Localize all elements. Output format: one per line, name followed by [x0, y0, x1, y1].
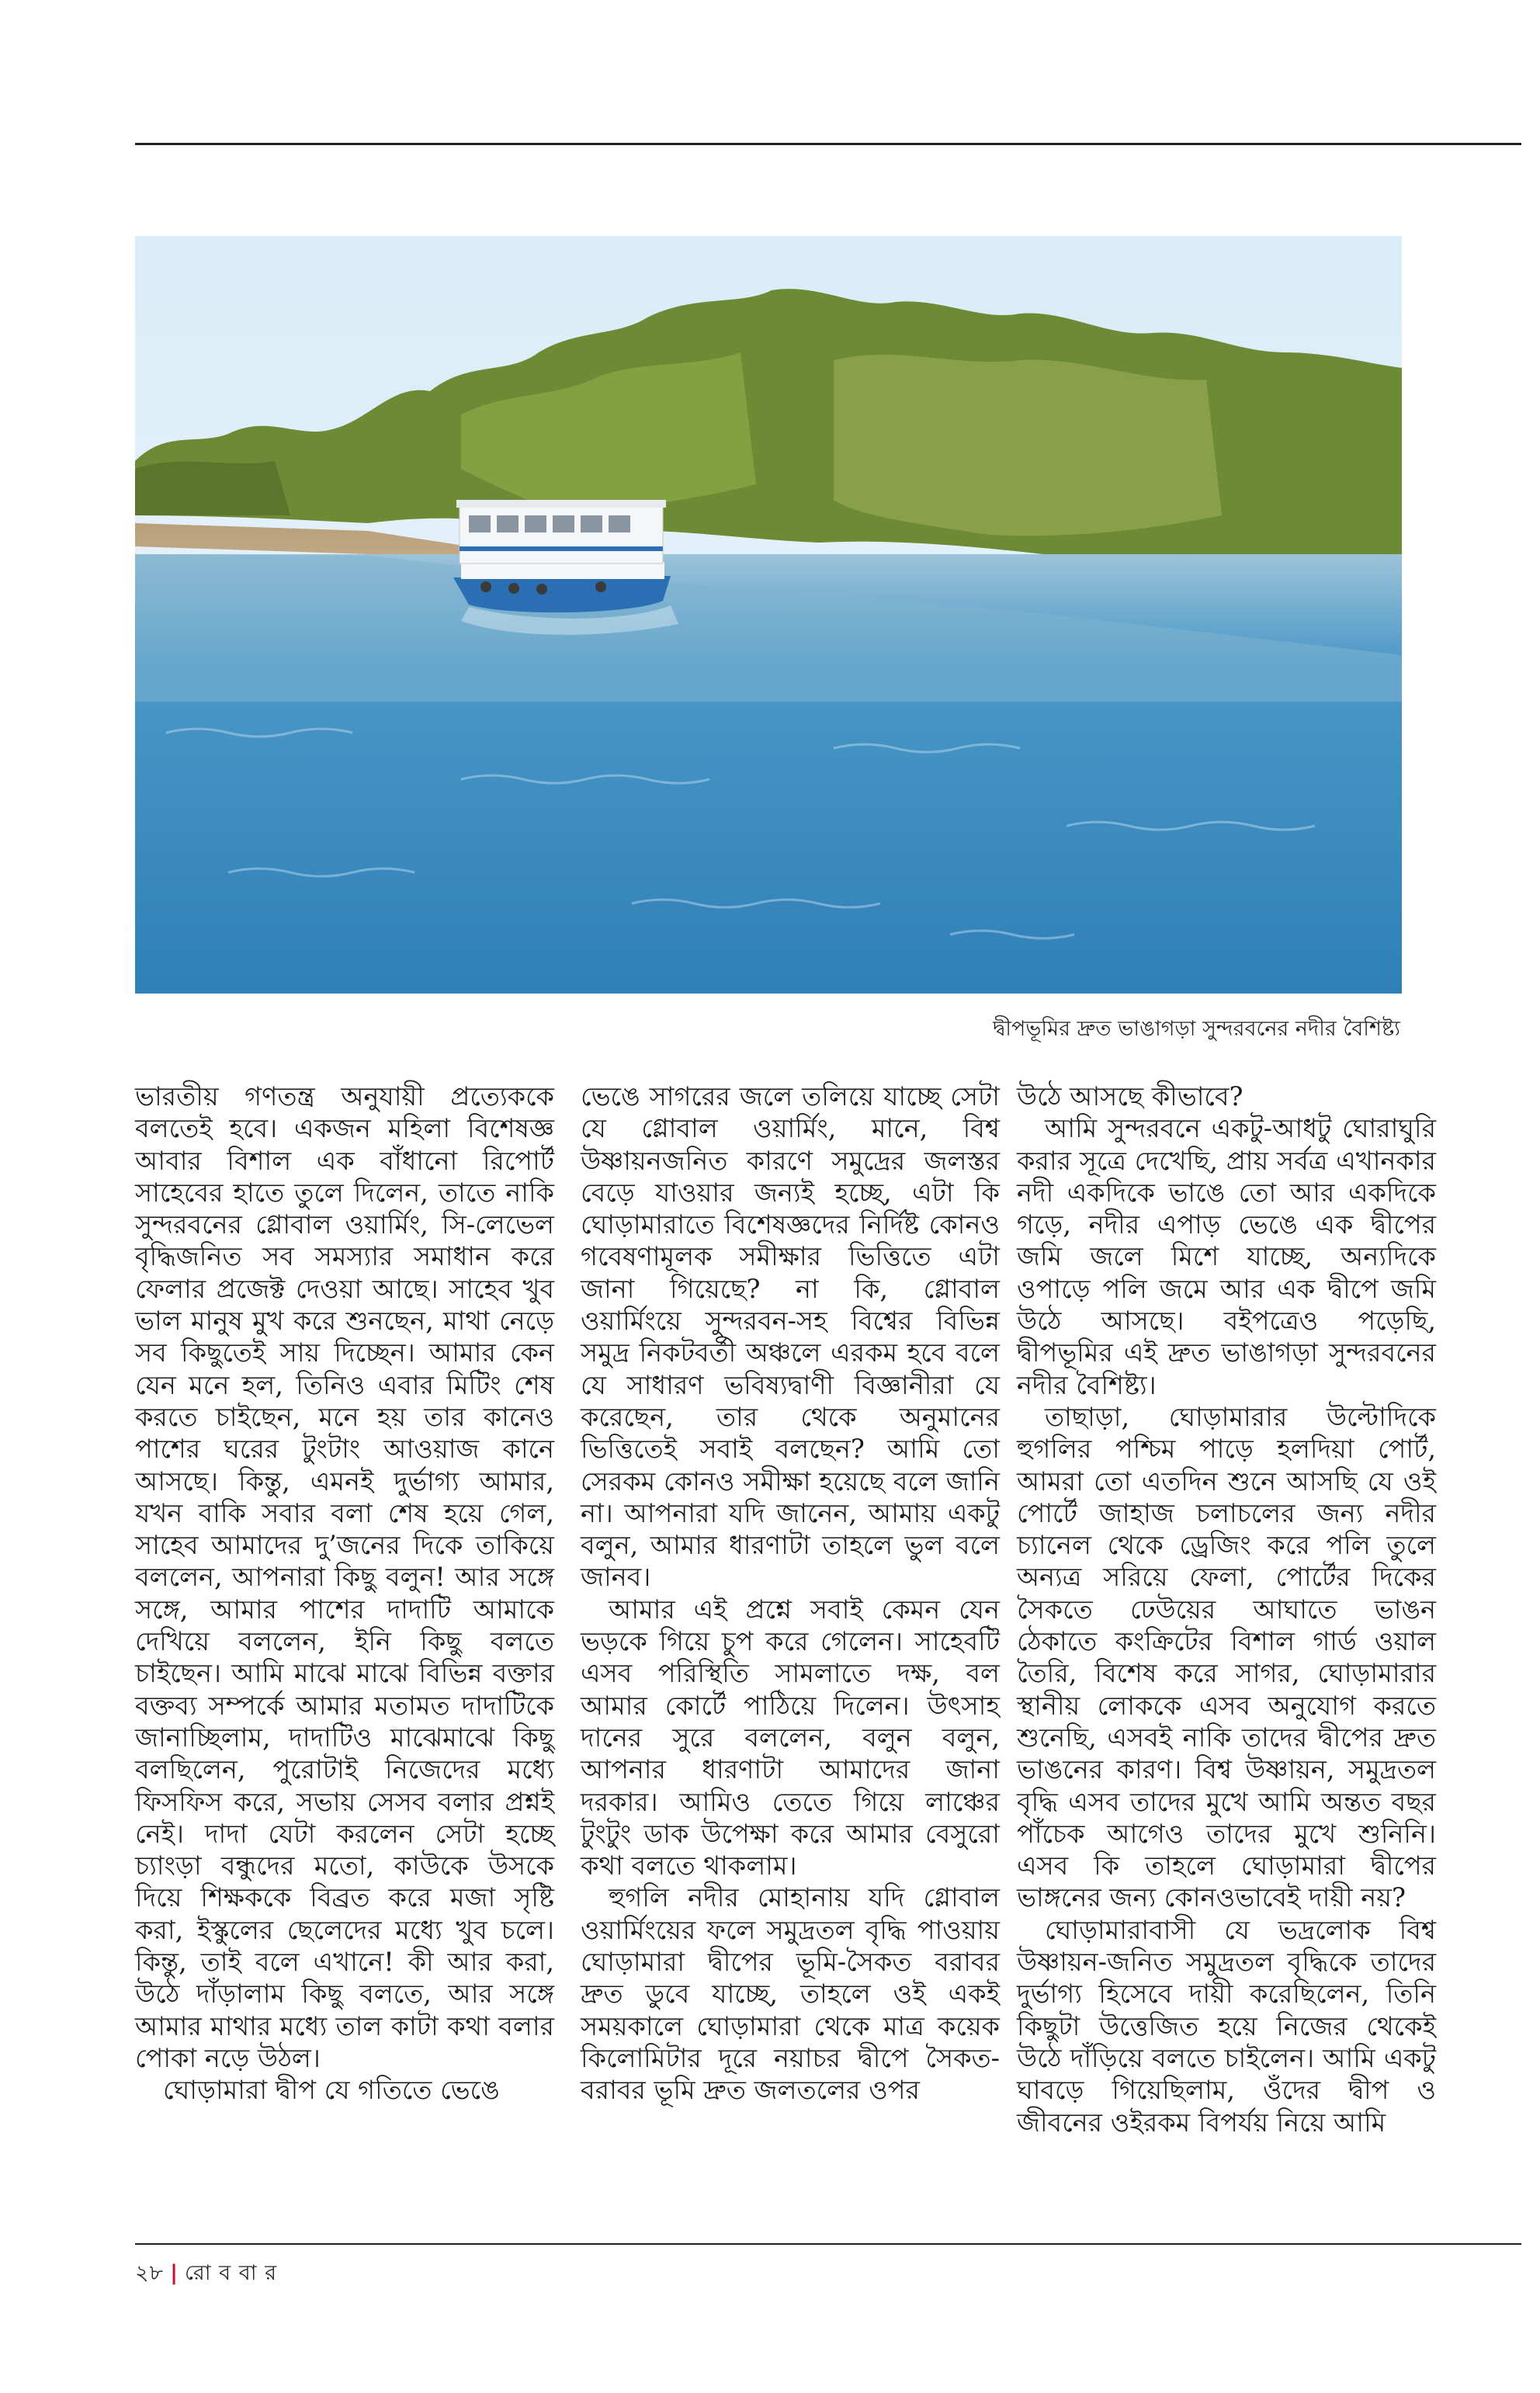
top-rule: [135, 143, 1521, 145]
paragraph: ঘোড়ামারা দ্বীপ যে গতিতে ভেঙে: [163, 2075, 500, 2106]
paragraph: উঠে আসছে কীভাবে?: [1017, 1081, 1243, 1112]
paragraph: তাছাড়া, ঘোড়ামারার উল্টোদিকে হুগলির পশ্চিম পাড়ে হলদিয়া পোর্ট, আমরা তো এতদিন শুনে আসছি যে ওই পোর্টে জাহাজ চলাচলের জন্য নদীর চ্যানেল থেকে ড্রেজিং করে পলি তুলে অন্যত্র সরিয়ে ফেলা, পোর্টের দিকের সৈকতে ঢেউয়ের আঘাতে ভাঙন ঠেকাতে কংক্রিটের বিশাল গার্ড ওয়াল তৈরি, বিশেষ করে সাগর, ঘোড়ামারার স্থানীয় লোককে এসব অনুযোগ করতে শুনেছি, এসবই নাকি তাদের দ্বীপের দ্রুত ভাঙনের কারণ। বিশ্ব উষ্ণায়ন, সমুদ্রতল বৃদ্ধি এসব তাদের মুখে আমি অন্তত বছর পাঁচেক আগেও তাদের মুখে শুনিনি। এসব কি তাহলে ঘোড়ামারা দ্বীপের ভাঙ্গনের জন্য কোনওভাবেই দায়ী নয়?: [1017, 1401, 1436, 1913]
paragraph: ভেঙে সাগরের জলে তলিয়ে যাচ্ছে সেটা যে গ্লোবাল ওয়ার্মিং, মানে, বিশ্ব উষ্ণায়নজনিত কারণে সমুদ্রের জলস্তর বেড়ে যাওয়ার জন্যই হচ্ছে, এটা কি ঘোড়ামারাতে বিশেষজ্ঞদের নির্দিষ্ট কোনও গবেষণামূলক সমীক্ষার ভিত্তিতে এটা জানা গিয়েছে? না কি, গ্লোবাল ওয়ার্মিংয়ে সুন্দরবন-সহ বিশ্বের বিভিন্ন সমুদ্র নিকটবর্তী অঞ্চলে এরকম হবে বলে যে সাধারণ ভবিষ্যদ্বাণী বিজ্ঞানীরা যে করেছেন, তার থেকে অনুমানের ভিত্তিতেই সবাই বলছেন? আমি তো সেরকম কোনও সমীক্ষা হয়েছে বলে জানি না। আপনারা যদি জানেন, আমায় একটু বলুন, আমার ধারণাটা তাহলে ভুল বলে জানব।: [581, 1081, 1000, 1593]
photo-caption: দ্বীপভূমির দ্রুত ভাঙাগড়া সুন্দরবনের নদীর বৈশিষ্ট্য: [993, 1017, 1400, 1041]
article-column-1: [135, 1080, 554, 2107]
paragraph: আমি সুন্দরবনে একটু-আধটু ঘোরাঘুরি করার সূত্রে দেখেছি, প্রায় সর্বত্র এখানকার নদী একদিকে ভাঙে তো আর একদিকে গড়ে, নদীর এপাড় ভেঙে এক দ্বীপের জমি জলে মিশে যাচ্ছে, অন্যদিকে ওপাড়ে পলি জমে আর এক দ্বীপে জমি উঠে আসছে। বইপত্রেও পড়েছি, দ্বীপভূমির এই দ্রুত ভাঙাগড়া সুন্দরবনের নদীর বৈশিষ্ট্য।: [1017, 1113, 1436, 1400]
paragraph: ভারতীয় গণতন্ত্র অনুযায়ী প্রত্যেককে বলতেই হবে। একজন মহিলা বিশেষজ্ঞ আবার বিশাল এক বাঁধানো রিপোর্ট সাহেবের হাতে তুলে দিলেন, তাতে নাকি সুন্দরবনের গ্লোবাল ওয়ার্মিং, সি-লেভেল বৃদ্ধিজনিত সব সমস্যার সমাধান করে ফেলার প্রজেক্ট দেওয়া আছে। সাহেব খুব ভাল মানুষ মুখ করে শুনছেন, মাথা নেড়ে সব কিছুতেই সায় দিচ্ছেন। আমার কেন যেন মনে হল, তিনিও এবার মিটিং শেষ করতে চাইছেন, মনে হয় তার কানেও পাশের ঘরের টুংটাং আওয়াজ কানে আসছে। কিন্তু, এমনই দুর্ভাগ্য আমার, যখন বাকি সবার বলা শেষ হয়ে গেল, সাহেব আমাদের দু’জনের দিকে তাকিয়ে বললেন, আপনারা কিছু বলুন! আর সঙ্গে সঙ্গে, আমার পাশের দাদাটি আমাকে দেখিয়ে বললেন, ইনি কিছু বলতে চাইছেন। আমি মাঝে মাঝে বিভিন্ন বক্তার বক্তব্য সম্পর্কে আমার মতামত দাদাটিকে জানাচ্ছিলাম, দাদাটিও মাঝেমাঝে কিছু বলছিলেন, পুরোটাই নিজেদের মধ্যে ফিসফিস করে, সভায় সেসব বলার প্রশ্নই নেই। দাদা যেটা করলেন সেটা হচ্ছে চ্যাংড়া বন্ধুদের মতো, কাউকে উসকে দিয়ে শিক্ষককে বিব্রত করে মজা সৃষ্টি করা, ইস্কুলের ছেলেদের মধ্যে খুব চলে। কিন্তু, তাই বলে এখানে! কী আর করা, উঠে দাঁড়ালাম কিছু বলতে, আর সঙ্গে আমার মাথার মধ্যে তাল কাটা কথা বলার পোকা নড়ে উঠল।: [135, 1081, 554, 2073]
page-number: ২৮: [135, 2261, 165, 2285]
paragraph: ঘোড়ামারাবাসী যে ভদ্রলোক বিশ্ব উষ্ণায়ন-জনিত সমুদ্রতল বৃদ্ধিকে তাদের দুর্ভাগ্য হিসেবে দায়ী করেছিলেন, তিনি কিছুটা উত্তেজিত হয়ে নিজের থেকেই উঠে দাঁড়িয়ে বলতে চাইলেন। আমি একটু ঘাবড়ে গিয়েছিলাম, ওঁদের দ্বীপ ও জীবনের ওইরকম বিপর্যয় নিয়ে আমি: [1017, 1914, 1436, 2138]
footer-separator: |: [170, 2261, 179, 2285]
magazine-name: রো ব বা র: [184, 2261, 278, 2285]
page-footer: [135, 2257, 277, 2292]
article-column-2: [581, 1080, 1000, 2107]
article-column-3: [1017, 1080, 1436, 2138]
bottom-rule: [135, 2243, 1521, 2245]
paragraph: হুগলি নদীর মোহানায় যদি গ্লোবাল ওয়ার্মিংয়ের ফলে সমুদ্রতল বৃদ্ধি পাওয়ায় ঘোড়ামারা দ্বীপের ভূমি-সৈকত বরাবর দ্রুত ডুবে যাচ্ছে, তাহলে ওই একই সময়কালে ঘোড়ামারা থেকে মাত্র কয়েক কিলোমিটার দূরে নয়াচর দ্বীপে সৈকত-বরাবর ভূমি দ্রুত জলতলের ওপর: [581, 1882, 1000, 2106]
paragraph: আমার এই প্রশ্নে সবাই কেমন যেন ভড়কে গিয়ে চুপ করে গেলেন। সাহেবটি এসব পরিস্থিতি সামলাতে দক্ষ, বল আমার কোর্টে পাঠিয়ে দিলেন। উৎসাহ দানের সুরে বললেন, বলুন বলুন, আপনার ধারণাটা আমাদের জানা দরকার। আমিও তেতে গিয়ে লাঞ্চের টুংটুং ডাক উপেক্ষা করে আমার বেসুরো কথা বলতে থাকলাম।: [581, 1594, 1000, 1881]
sundarbans-river-photo: [135, 236, 1402, 994]
